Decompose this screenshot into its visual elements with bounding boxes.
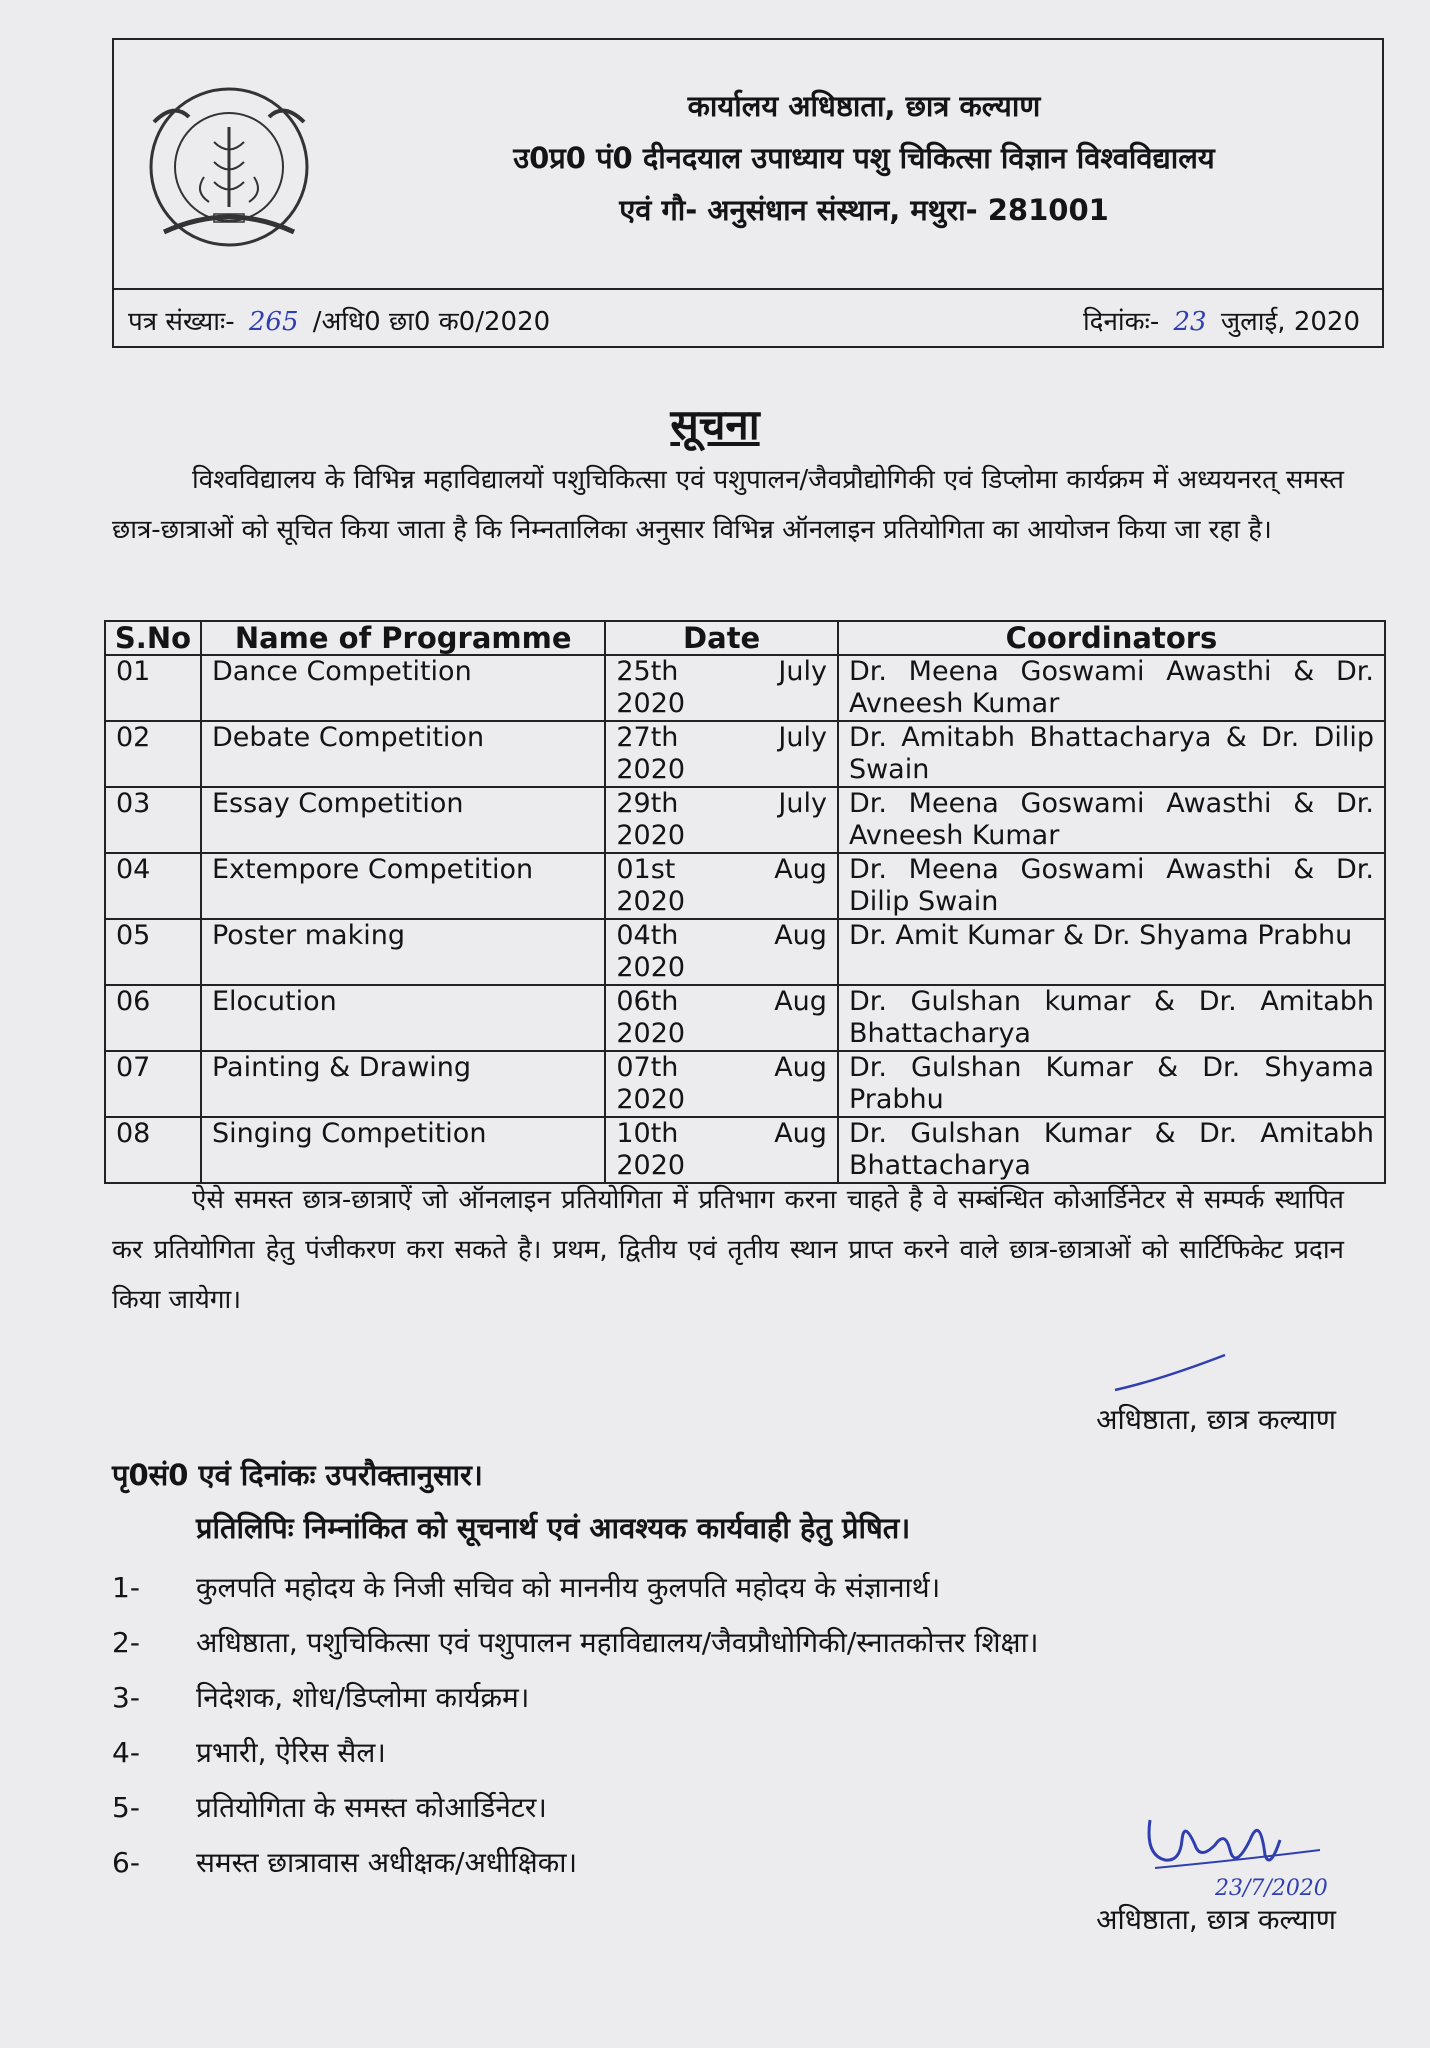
signer-title-bottom: अधिष्ठाता, छात्र कल्याण (1096, 1903, 1336, 1936)
cell-date (605, 787, 838, 853)
cell-programme-name: Essay Competition (201, 787, 605, 853)
date-day: 25th (616, 656, 679, 687)
cell-coordinators: Dr. Meena Goswami Awasthi & Dr. Avneesh Kumar (838, 787, 1385, 853)
office-name: कार्यालय अधिष्ठाता, छात्र कल्याण (687, 89, 1041, 123)
cell-coordinators: Dr. Amitabh Bhattacharya & Dr. Dilip Swain (838, 721, 1385, 787)
list-item-text: निदेशक, शोध/डिप्लोमा कार्यक्रम। (196, 1681, 530, 1714)
letter-number-prefix: पत्र संख्याः- (128, 307, 235, 337)
letter-number-suffix: /अधि0 छा0 क0/2020 (312, 307, 551, 337)
list-item-text: प्रतियोगिता के समस्त कोआर्डिनेटर। (196, 1791, 547, 1824)
date-day: 29th (616, 788, 679, 819)
cell-date (605, 1051, 838, 1117)
date-month: Aug (774, 920, 827, 951)
cell-date (605, 919, 838, 985)
cell-sno: 04 (105, 853, 201, 919)
letter-number (128, 302, 550, 338)
list-item-number: 3- (112, 1681, 140, 1714)
notice-title: सूचना (670, 400, 760, 449)
letterhead-text (364, 80, 1364, 236)
programme-table (104, 620, 1386, 1184)
letter-number-handwritten: 265 (248, 307, 299, 337)
letterhead-top (114, 40, 1382, 290)
table-row (105, 919, 1385, 985)
list-item-number: 5- (112, 1791, 140, 1824)
cell-sno: 07 (105, 1051, 201, 1117)
date-day: 10th (616, 1118, 679, 1149)
date-day: 04th (616, 920, 679, 951)
table-row (105, 1117, 1385, 1183)
institute-address: एवं गौ- अनुसंधान संस्थान, मथुरा- 281001 (619, 193, 1109, 227)
date-month: Aug (774, 986, 827, 1017)
list-item (112, 1615, 1312, 1670)
list-item-text: प्रभारी, ऐरिस सैल। (196, 1736, 386, 1769)
cell-programme-name: Poster making (201, 919, 605, 985)
signer-title-top: अधिष्ठाता, छात्र कल्याण (1096, 1403, 1336, 1436)
list-item-text: समस्त छात्रावास अधीक्षक/अधीक्षिका। (196, 1846, 578, 1879)
cell-date (605, 853, 838, 919)
date-year: 2020 (616, 820, 686, 851)
list-item-number: 6- (112, 1846, 140, 1879)
cell-programme-name: Extempore Competition (201, 853, 605, 919)
date-day: 06th (616, 986, 679, 1017)
date-month: Aug (774, 1118, 827, 1149)
cell-coordinators: Dr. Gulshan kumar & Dr. Amitabh Bhattacharya (838, 985, 1385, 1051)
col-date: Date (605, 621, 838, 655)
university-seal-icon (144, 82, 314, 252)
copy-to-line: प्रतिलिपिः निम्नांकित को सूचनार्थ एवं आवश्यक कार्यवाही हेतु प्रेषित। (196, 1511, 911, 1545)
date-year: 2020 (616, 1018, 686, 1049)
list-item (112, 1560, 1312, 1615)
cell-date (605, 655, 838, 721)
date-day: 07th (616, 1052, 679, 1083)
svg-text:23/7/2020: 23/7/2020 (1215, 1876, 1328, 1901)
cell-sno: 02 (105, 721, 201, 787)
date-year: 2020 (616, 952, 686, 983)
list-item-text: कुलपति महोदय के निजी सचिव को माननीय कुलपति महोदय के संज्ञानार्थ। (196, 1571, 941, 1604)
date-year: 2020 (616, 754, 686, 785)
table-row (105, 1051, 1385, 1117)
cell-sno: 08 (105, 1117, 201, 1183)
list-item-number: 1- (112, 1571, 140, 1604)
date-month: July (778, 788, 827, 819)
list-item-number: 4- (112, 1736, 140, 1769)
cell-coordinators: Dr. Gulshan Kumar & Dr. Shyama Prabhu (838, 1051, 1385, 1117)
table-row (105, 655, 1385, 721)
cell-programme-name: Elocution (201, 985, 605, 1051)
date-month: Aug (774, 1052, 827, 1083)
letter-date-prefix: दिनांकः- (1082, 307, 1160, 337)
date-month: July (778, 656, 827, 687)
cell-programme-name: Singing Competition (201, 1117, 605, 1183)
list-item (112, 1725, 1312, 1780)
cell-programme-name: Debate Competition (201, 721, 605, 787)
cell-date (605, 1117, 838, 1183)
signature-stroke-icon (1110, 1350, 1230, 1400)
handwritten-signature-icon (1120, 1800, 1360, 1910)
letter-date (1083, 302, 1360, 338)
cell-coordinators: Dr. Gulshan Kumar & Dr. Amitabh Bhattacharya (838, 1117, 1385, 1183)
list-item-number: 2- (112, 1626, 140, 1659)
date-year: 2020 (616, 886, 686, 917)
cell-sno: 03 (105, 787, 201, 853)
cell-sno: 01 (105, 655, 201, 721)
letter-date-suffix: जुलाई, 2020 (1220, 307, 1360, 337)
table-header-row (105, 621, 1385, 655)
date-month: Aug (774, 854, 827, 885)
cell-programme-name: Painting & Drawing (201, 1051, 605, 1117)
list-item (112, 1670, 1312, 1725)
table-body (105, 655, 1385, 1183)
university-name: उ0प्र0 पं0 दीनदयाल उपाध्याय पशु चिकित्सा विज्ञान विश्वविद्यालय (513, 141, 1215, 175)
cell-coordinators: Dr. Meena Goswami Awasthi & Dr. Avneesh Kumar (838, 655, 1385, 721)
letter-date-handwritten: 23 (1173, 307, 1207, 337)
cell-programme-name: Dance Competition (201, 655, 605, 721)
date-day: 01st (616, 854, 676, 885)
date-year: 2020 (616, 1150, 686, 1181)
table-row (105, 985, 1385, 1051)
cell-date (605, 985, 838, 1051)
cell-date (605, 721, 838, 787)
date-year: 2020 (616, 1084, 686, 1115)
list-item-text: अधिष्ठाता, पशुचिकित्सा एवं पशुपालन महाविद्यालय/जैवप्रौधोगिकी/स्नातकोत्तर शिक्षा। (196, 1626, 1039, 1659)
date-year: 2020 (616, 688, 686, 719)
cell-sno: 05 (105, 919, 201, 985)
table-row (105, 787, 1385, 853)
col-name: Name of Programme (201, 621, 605, 655)
table-row (105, 853, 1385, 919)
letterhead (112, 38, 1384, 348)
col-coordinators: Coordinators (838, 621, 1385, 655)
notice-closing: ऐसे समस्त छात्र-छात्राऐं जो ऑनलाइन प्रतियोगिता में प्रतिभाग करना चाहते है वे सम्बंन्धित कोआर्डिनेटर से सम्पर्क स्थापित कर प्रतियोगिता हेतु पंजीकरण करा सकते है। प्रथम, द्वितीय एवं तृतीय स्थान प्राप्त करने वाले छात्र-छात्राओं को सार्टिफिकेट प्रदान किया जायेगा। (112, 1185, 1344, 1315)
letter-reference-row (114, 292, 1382, 348)
cell-sno: 06 (105, 985, 201, 1051)
table-row (105, 721, 1385, 787)
col-sno: S.No (105, 621, 201, 655)
notice-intro: विश्वविद्यालय के विभिन्न महाविद्यालयों पशुचिकित्सा एवं पशुपालन/जैवप्रौद्योगिकी एवं डिप्लोमा कार्यक्रम में अध्ययनरत् समस्त छात्र-छात्राओं को सूचित किया जाता है कि निम्नतालिका अनुसार विभिन्न ऑनलाइन प्रतियोगिता का आयोजन किया जा रहा है। (112, 465, 1344, 545)
date-day: 27th (616, 722, 679, 753)
date-month: July (778, 722, 827, 753)
cell-coordinators: Dr. Amit Kumar & Dr. Shyama Prabhu (838, 919, 1385, 985)
cell-coordinators: Dr. Meena Goswami Awasthi & Dr. Dilip Swain (838, 853, 1385, 919)
reference-line: पृ0सं0 एवं दिनांकः उपरौक्तानुसार। (112, 1458, 483, 1492)
